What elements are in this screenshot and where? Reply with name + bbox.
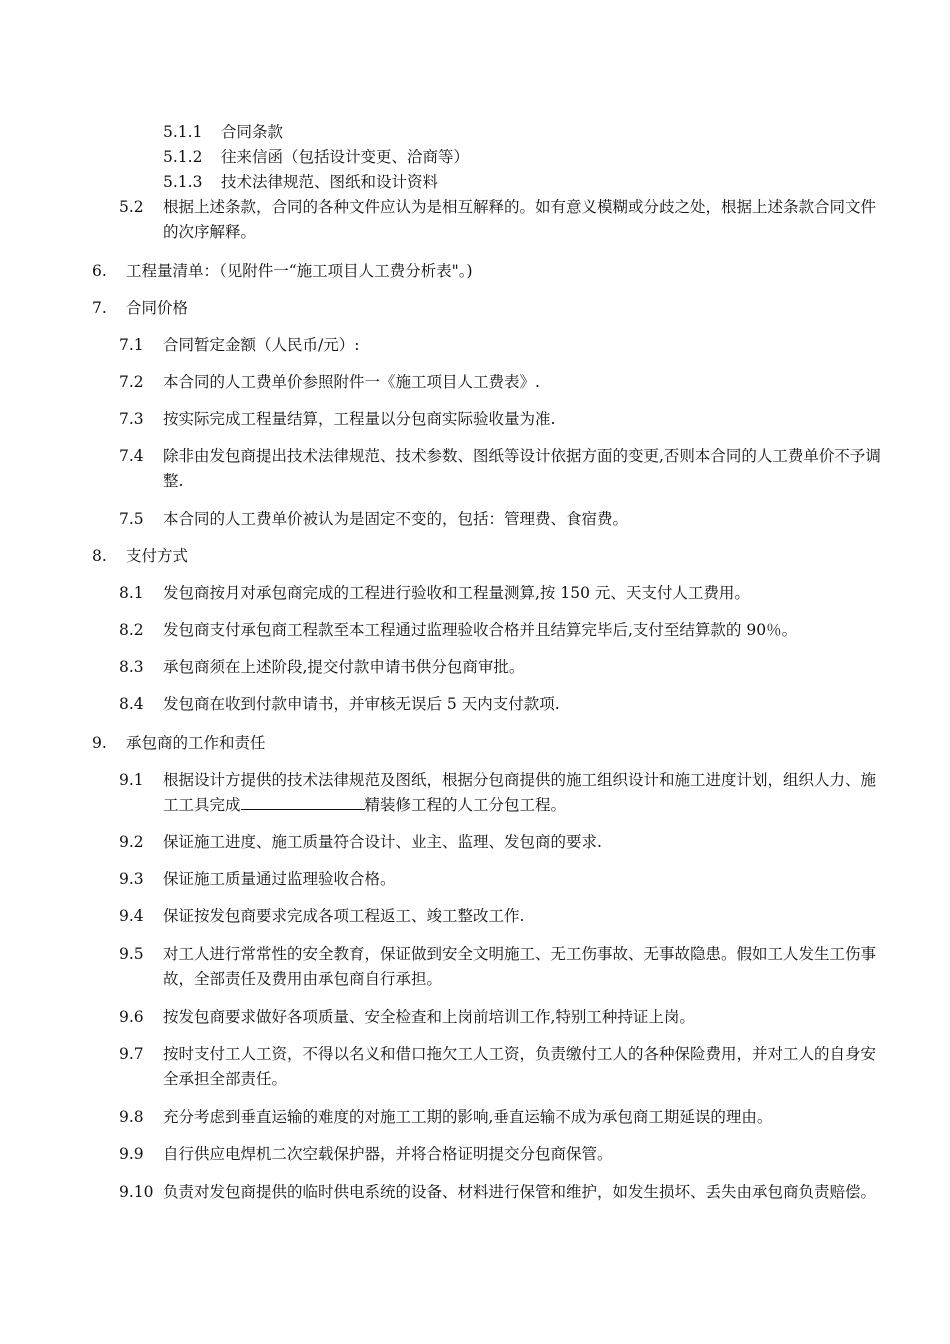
clause-text-after: 精装修工程的人工分包工程。 [364,796,567,814]
clause-number: 9.4 [119,907,144,925]
clause-number: 9.7 [119,1045,144,1063]
section-text: 工程量清单：（见附件一“施工项目人工费分析表"。) [126,262,473,280]
clause-number: 7.5 [119,510,144,528]
clause-number: 7.2 [119,373,144,391]
clause-number: 9.1 [119,771,144,789]
clause-text: 保证施工进度、施工质量符合设计、业主、监理、发包商的要求. [163,833,602,851]
clause-text: 往来信函（包括设计变更、洽商等） [221,148,470,166]
clause-text: 保证施工质量通过监理验收合格。 [163,870,396,888]
fill-in-blank[interactable] [241,793,365,810]
clause-number: 5.1.1 [163,123,203,141]
clause-number: 9.6 [119,1008,144,1026]
clause-text: 除非由发包商提出技术法律规范、技术参数、图纸等设计依据方面的变更,否则本合同的人工费单价不予调整. [163,447,881,490]
clause-text: 根据上述条款，合同的各种文件应认为是相互解释的。如有意义模糊或分歧之处，根据上述条款合同文件的次序解释。 [163,198,877,241]
clause-number: 8.2 [119,621,144,639]
clause-text: 对工人进行常常性的安全教育，保证做到安全文明施工、无工伤事故、无事故隐患。假如工人发生工伤事故，全部责任及费用由承包商自行承担。 [163,945,877,988]
clause-number: 5.2 [119,198,144,216]
clause-text: 按时支付工人工资，不得以名义和借口拖欠工人工资，负责缴付工人的各种保险费用，并对工人的自身安全承担全部责任。 [163,1045,877,1088]
clause-text: 发包商在收到付款申请书，并审核无误后 5 天内支付款项. [163,695,560,713]
section-number: 6. [92,262,107,280]
section-number: 7. [92,299,107,317]
clause-text: 负责对发包商提供的临时供电系统的设备、材料进行保管和维护，如发生损坏、丢失由承包商负责赔偿。 [163,1183,877,1201]
clause-number: 8.1 [119,584,144,602]
clause-number: 9.2 [119,833,144,851]
clause-text-before: 根据设计方提供的技术法律规范及图纸，根据分包商提供的施工组织设计和施工进度计划，组织人力、施工工具完成 [163,771,877,814]
clause-text: 保证按发包商要求完成各项工程返工、竣工整改工作. [163,907,525,925]
clause-number: 9.8 [119,1108,144,1126]
clause-text: 按发包商要求做好各项质量、安全检查和上岗前培训工作,特别工种持证上岗。 [163,1008,695,1026]
clause-text: 本合同的人工费单价参照附件一《施工项目人工费表》. [163,373,540,391]
clause-text [163,768,885,818]
clause-number: 8.4 [119,695,144,713]
clause-number: 7.3 [119,410,144,428]
clause-number: 5.1.3 [163,173,203,191]
clause-number: 8.3 [119,658,144,676]
clause-number: 9.10 [119,1183,154,1201]
clause-number: 9.3 [119,870,144,888]
section-title: 合同价格 [126,299,189,317]
clause-number: 7.4 [119,447,144,465]
clause-text: 充分考虑到垂直运输的难度的对施工工期的影响,垂直运输不成为承包商工期延误的理由。 [163,1108,773,1126]
clause-text: 发包商按月对承包商完成的工程进行验收和工程量测算,按 150 元、天支付人工费用。 [163,584,750,602]
section-title: 承包商的工作和责任 [126,734,266,752]
clause-number: 9.9 [119,1145,144,1163]
clause-text: 发包商支付承包商工程款至本工程通过监理验收合格并且结算完毕后,支付至结算款的 90％。 [163,621,798,639]
section-title: 支付方式 [126,547,189,565]
section-number: 9. [92,734,107,752]
section-number: 8. [92,547,107,565]
clause-text: 自行供应电焊机二次空载保护器，并将合格证明提交分包商保管。 [163,1145,613,1163]
clause-number: 5.1.2 [163,148,203,166]
clause-text: 合同暂定金额（人民币/元）: [163,336,360,354]
clause-number: 9.5 [119,945,144,963]
clause-text: 技术法律规范、图纸和设计资料 [221,173,439,191]
clause-number: 7.1 [119,336,144,354]
clause-text: 承包商须在上述阶段,提交付款申请书供分包商审批。 [163,658,525,676]
clause-text: 合同条款 [221,123,284,141]
clause-text: 本合同的人工费单价被认为是固定不变的，包括：管理费、食宿费。 [163,510,629,528]
clause-text: 按实际完成工程量结算，工程量以分包商实际验收量为准. [163,410,556,428]
